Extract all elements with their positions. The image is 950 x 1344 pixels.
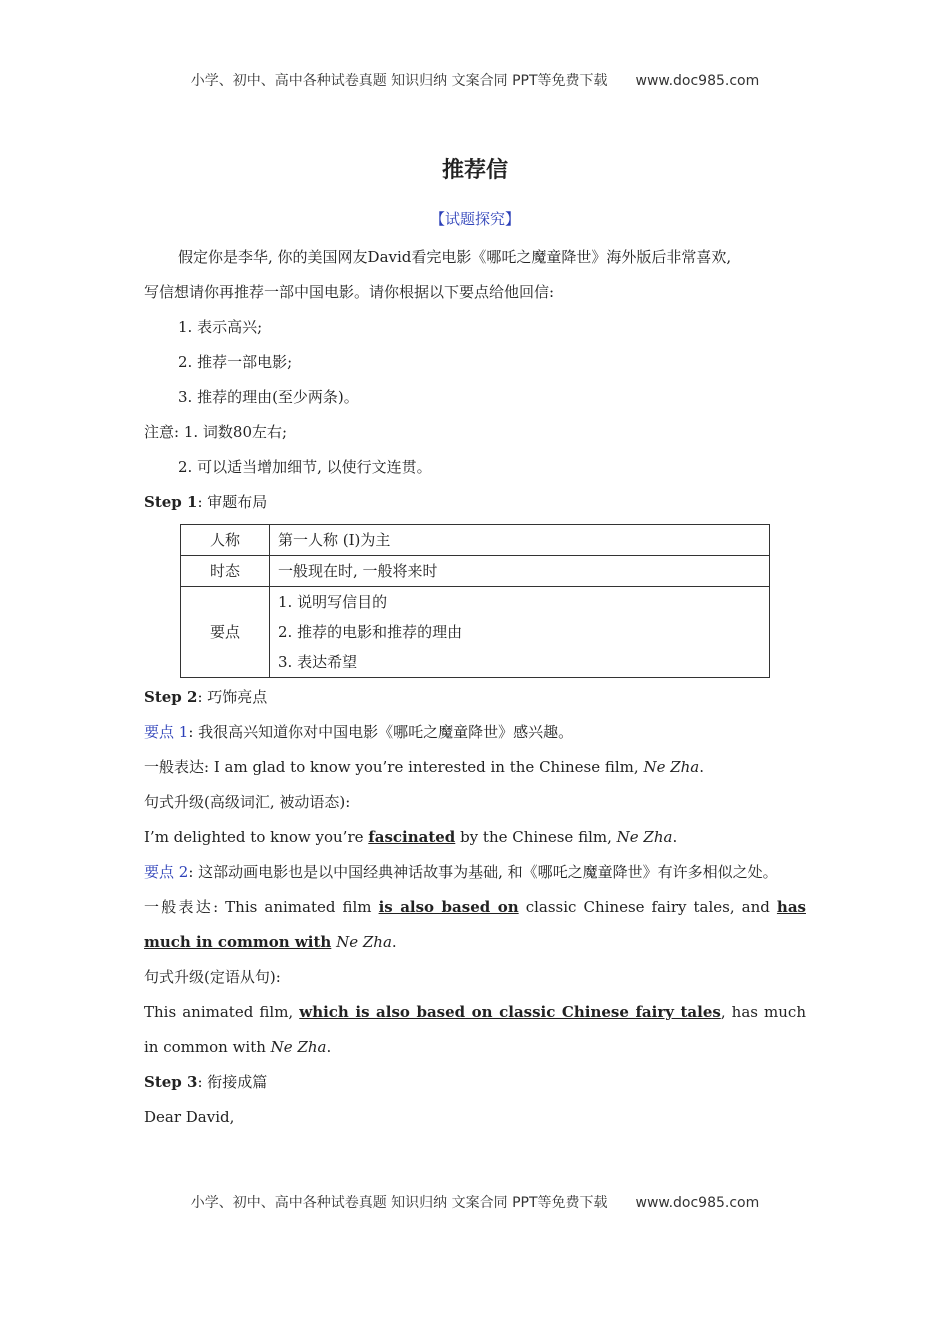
film-title-italic: Ne Zha [616, 828, 673, 846]
film-title-italic: Ne Zha [643, 758, 700, 776]
step2-heading [144, 680, 806, 715]
punctuation: . [326, 1038, 332, 1056]
table-key: 要点 [181, 587, 270, 678]
step3-title: : 衔接成篇 [197, 1073, 268, 1091]
analysis-table [180, 524, 770, 678]
section-subtitle: 【试题探究】 [429, 210, 520, 228]
point2-general-text: classic Chinese fairy tales, and [518, 898, 777, 916]
keyword-underlined: has much in common with [144, 898, 806, 951]
point1-upgrade-text: by the Chinese film, [455, 828, 617, 846]
keyword-underlined: fascinated [368, 828, 456, 846]
step3-heading [144, 1065, 806, 1100]
prompt-point-2: 2. 推荐一部电影; [178, 353, 293, 371]
table-value: 第一人称 (I)为主 [270, 525, 770, 556]
header-site[interactable]: www.doc985.com [635, 73, 760, 89]
table-row [181, 525, 770, 556]
point2-upgrade-label: 句式升级(定语从句): [144, 968, 281, 986]
header-text: 小学、初中、高中各种试卷真题 知识归纳 文案合同 PPT等免费下载 [190, 73, 608, 89]
table-value-line: 3. 表达希望 [278, 653, 358, 671]
prompt-note-1: 注意: 1. 词数80左右; [144, 423, 288, 441]
point1-label: 要点 1 [144, 723, 189, 741]
point2-upgrade [144, 995, 806, 1065]
step2-title: : 巧饰亮点 [197, 688, 268, 706]
point2-upgrade-text: , has much in common with [144, 1003, 806, 1056]
letter-greeting: Dear David, [144, 1108, 235, 1126]
table-row [181, 587, 770, 678]
main-content [144, 240, 806, 1135]
prompt-point-3: 3. 推荐的理由(至少两条)。 [178, 388, 359, 406]
keyword-underlined: is also based on [378, 898, 519, 916]
prompt-note-2: 2. 可以适当增加细节, 以使行文连贯。 [178, 458, 432, 476]
table-value-line: 1. 说明写信目的 [278, 593, 388, 611]
point1-heading [144, 715, 806, 750]
footer-site[interactable]: www.doc985.com [635, 1195, 760, 1211]
point2-general-text: 一般表达: This animated film [144, 898, 379, 916]
prompt-intro-line1: 假定你是李华, 你的美国网友David看完电影《哪吒之魔童降世》海外版后非常喜欢, [178, 248, 732, 266]
table-row [181, 556, 770, 587]
punctuation: . [672, 828, 678, 846]
point1-upgrade-label: 句式升级(高级词汇, 被动语态): [144, 793, 351, 811]
film-title-italic: Ne Zha [336, 933, 392, 951]
step3-label: Step 3 [144, 1073, 198, 1091]
table-value [270, 587, 770, 678]
point2-upgrade-text: This animated film, [144, 1003, 300, 1021]
keyword-underlined: which is also based on classic Chinese fairy tales [299, 1003, 721, 1021]
step1-heading [144, 485, 806, 520]
point2-label: 要点 2 [144, 863, 189, 881]
page-title: 推荐信 [441, 158, 508, 183]
point1-general [144, 750, 806, 785]
film-title-italic: Ne Zha [270, 1038, 327, 1056]
page-header [0, 70, 950, 90]
table-key: 人称 [181, 525, 270, 556]
point2-heading [144, 855, 806, 890]
prompt-point-1: 1. 表示高兴; [178, 318, 263, 336]
point1-text: : 我很高兴知道你对中国电影《哪吒之魔童降世》感兴趣。 [188, 723, 574, 741]
step1-title: : 审题布局 [197, 493, 268, 511]
footer-text: 小学、初中、高中各种试卷真题 知识归纳 文案合同 PPT等免费下载 [190, 1195, 608, 1211]
table-value-line: 2. 推荐的电影和推荐的理由 [278, 623, 463, 641]
page-footer [0, 1192, 950, 1212]
point1-upgrade-text: I’m delighted to know you’re [144, 828, 369, 846]
point1-general-text: 一般表达: I am glad to know you’re interested in the Chinese film, [144, 758, 644, 776]
point2-general [144, 890, 806, 960]
table-key: 时态 [181, 556, 270, 587]
punctuation: . [391, 933, 397, 951]
point1-upgrade [144, 820, 806, 855]
table-value: 一般现在时, 一般将来时 [270, 556, 770, 587]
step2-label: Step 2 [144, 688, 198, 706]
punctuation: . [699, 758, 705, 776]
prompt-intro-line2: 写信想请你再推荐一部中国电影。请你根据以下要点给他回信: [144, 283, 555, 301]
point2-text: : 这部动画电影也是以中国经典神话故事为基础, 和《哪吒之魔童降世》有许多相似之处。 [188, 863, 778, 881]
step1-label: Step 1 [144, 493, 198, 511]
